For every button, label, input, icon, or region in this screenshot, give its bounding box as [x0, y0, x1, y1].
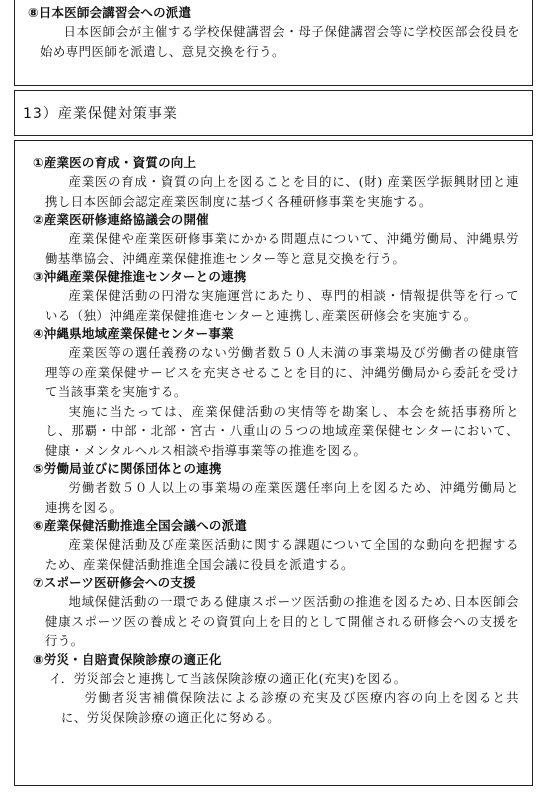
- item-body: 産業医等の選任義務のない労働者数５０人未満の事業場及び労働者の健康管理等の産業保健サービスを充実させることを目的に、沖縄労働局から委託を受けて当該事業を実施する。: [45, 345, 519, 399]
- list-item: [33, 154, 519, 211]
- list-item: [33, 574, 519, 651]
- sub-item-label: イ．労災部会と連携して当該保険診療の適正化(充実)を図る。: [49, 670, 407, 686]
- item-body: 産業保健活動及び産業医活動に関する課題について全国的な動向を把握するため、産業保健活動推進全国会議に役員を派遣する。: [45, 537, 519, 572]
- section-heading: 13）産業保健対策事業: [23, 106, 178, 122]
- list-item: [33, 460, 519, 517]
- list-item: [33, 211, 519, 268]
- item-title: ⑥産業保健活動推進全国会議への派遣: [33, 518, 247, 533]
- item-title: ③沖縄産業保健推進センターとの連携: [33, 269, 247, 284]
- previous-section-box: [14, 0, 533, 86]
- item-body: 実施に当たっては、産業保健活動の実情等を勘案し、本会を統括事務所とし、那覇・中部・北部・宮古・八重山の５つの地域産業保健センターにおいて、健康・メンタルヘルス相談や指導事業等の推進を図る。: [45, 403, 519, 458]
- item-body: 日本医師会が主催する学校保健講習会・母子保健講習会等に学校医部会役員を始め専門医師を派遣し、意見交換を行う。: [40, 24, 520, 59]
- sub-item-body: 労働者災害補償保険法による診療の充実及び医療内容の向上を図ると共に、労災保険診療の適正化に努める。: [61, 690, 519, 725]
- item-title: ②産業医研修連絡協議会の開催: [33, 212, 209, 227]
- section-body-box: [14, 140, 533, 786]
- item-body: 産業医の育成・資質の向上を図ることを目的に、(財) 産業医学振興財団と連携し日本医師会認定産業医制度に基づく各種研修事業を実施する。: [45, 174, 519, 209]
- item-list: [33, 154, 519, 727]
- item-title: ⑧労災・自賠責保険診療の適正化: [33, 651, 222, 667]
- item-body: 地域保健活動の一環である健康スポーツ医活動の推進を図るため､日本医師会健康スポーツ医の養成とその資質向上を目的として開催される研修会への支援を行う。: [45, 594, 519, 648]
- item-title: ①産業医の育成・資質の向上: [33, 155, 197, 170]
- list-item: [33, 268, 519, 325]
- item-title: ⑦スポーツ医研修会への支援: [33, 575, 196, 590]
- list-item: [33, 325, 519, 460]
- item-body: 労働者数５０人以上の事業場の産業医選任率向上を図るため、沖縄労働局と連携を図る。: [45, 480, 519, 515]
- item-body: 産業保健や産業医研修事業にかかる問題点について、沖縄労働局、沖縄県労働基準協会、沖縄産業保健推進センター等と意見交換を行う。: [45, 231, 519, 266]
- list-item: [33, 651, 519, 728]
- list-item: [33, 517, 519, 574]
- item-title: ⑤労働局並びに関係団体との連携: [33, 461, 222, 476]
- item-title: ⑧日本医師会講習会への派遣: [28, 5, 192, 20]
- item-body: 産業保健活動の円滑な実施運営にあたり、専門的相談・情報提供等を行っている（独）沖縄産業保健推進センターと連携し､産業医研修会を実施する。: [45, 288, 519, 323]
- section-heading-box: [14, 90, 533, 136]
- item-title: ④沖縄県地域産業保健センター事業: [33, 326, 234, 341]
